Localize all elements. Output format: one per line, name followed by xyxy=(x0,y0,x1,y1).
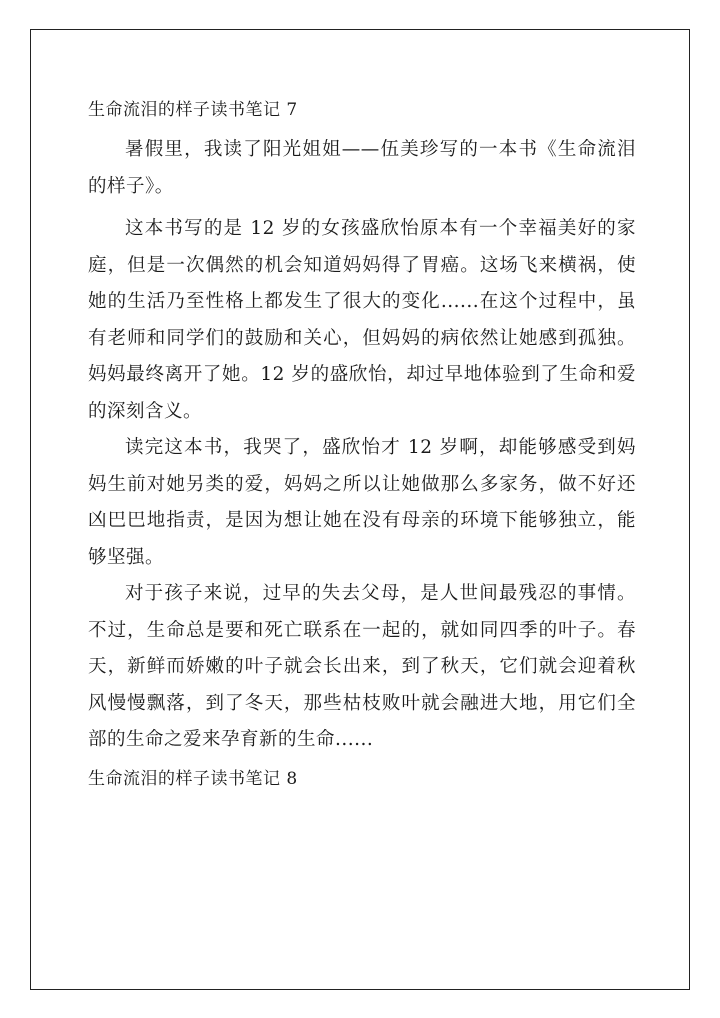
document-body xyxy=(88,96,636,793)
section-heading-7: 生命流泪的样子读书笔记 7 xyxy=(88,100,298,120)
paragraph-reflection: 读完这本书，我哭了，盛欣怡才 12 岁啊，却能够感受到妈妈生前对她另类的爱，妈妈之所以让她做那么多家务，做不好还凶巴巴地指责，是因为想让她在没有母亲的环境下能够独立，能够坚强。 xyxy=(88,437,636,568)
paragraph-summary: 这本书写的是 12 岁的女孩盛欣怡原本有一个幸福美好的家庭，但是一次偶然的机会知道妈妈得了胃癌。这场飞来横祸，使她的生活乃至性格上都发生了很大的变化......在这个过程中，虽有老师和同学们的鼓励和关心，但妈妈的病依然让她感到孤独。妈妈最终离开了她。12 岁的盛欣怡，却过早地体验到了生命和爱的深刻含义。 xyxy=(88,218,636,422)
paragraph-thoughts: 对于孩子来说，过早的失去父母，是人世间最残忍的事情。不过，生命总是要和死亡联系在一起的，就如同四季的叶子。春天，新鲜而娇嫩的叶子就会长出来，到了秋天，它们就会迎着秋风慢慢飘落，到了冬天，那些枯枝败叶就会融进大地，用它们全部的生命之爱来孕育新的生命...... xyxy=(88,583,636,750)
paragraph-intro: 暑假里，我读了阳光姐姐——伍美珍写的一本书《生命流泪的样子》。 xyxy=(88,139,636,197)
section-heading-8: 生命流泪的样子读书笔记 8 xyxy=(88,768,298,789)
